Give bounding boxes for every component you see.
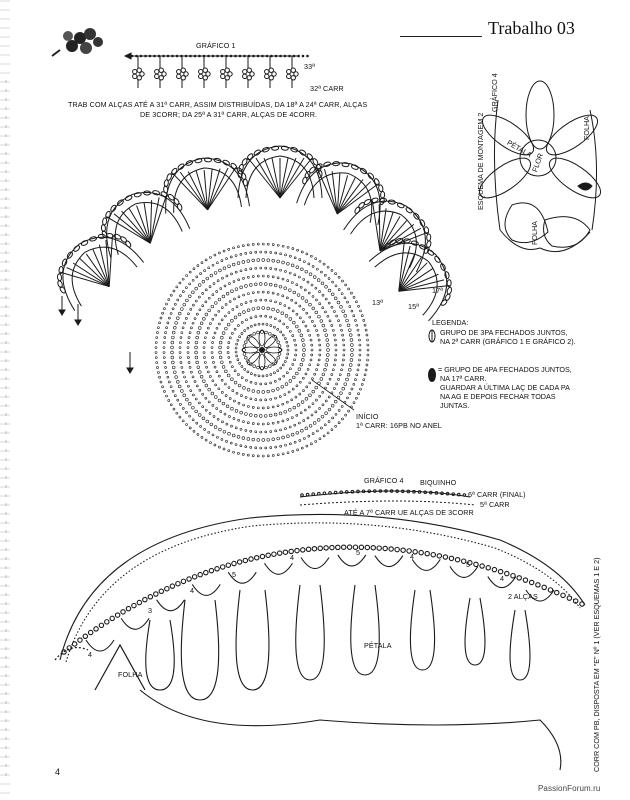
section-number: 3: [148, 606, 153, 615]
section-number: 5: [356, 548, 361, 557]
row-13-label: 13ª: [372, 298, 383, 307]
montage-scheme-label: ESQUEMA DE MONTAGEM 2: [476, 112, 485, 210]
section-number: 4: [190, 586, 195, 595]
grafico4-vertical-label: GRÁFICO 4: [490, 73, 499, 112]
grafico1-label: GRÁFICO 1: [196, 41, 236, 50]
side-note: CORR COM PB, DISPOSTA EM "E" Nº 1 (VER ESQUEMAS 1 E 2): [592, 557, 601, 772]
legend-item-1-line-2: NA 2ª CARR (GRÁFICO 1 E GRÁFICO 2).: [440, 337, 576, 346]
flower-assembly: [60, 514, 585, 770]
legend-item-2-line-2: NA 17ª CARR.: [440, 374, 487, 383]
start-note: 1ª CARR: 16PB NO ANEL: [356, 421, 442, 430]
doily-chart: [155, 243, 369, 457]
grafico4-rows: [300, 490, 475, 505]
flower-motif-icon: [52, 28, 103, 56]
legend-item-2-line-4: NA AG E DEPOIS FECHAR TODAS: [440, 392, 556, 401]
flower-label: FLOR: [530, 151, 546, 174]
section-number: 4: [410, 552, 415, 561]
row-33-label: 33ª: [304, 62, 315, 71]
grafico1-strip: [125, 53, 308, 88]
grafico1-note-2: DE 3CORR; DA 25ª A 31ª CARR, ALÇAS DE 4CORR.: [140, 110, 318, 119]
legend-symbol-4pa: [429, 369, 436, 382]
legend-item-2-line-3: GUARDAR A ÚLTIMA LAÇ DE CADA PA: [440, 383, 570, 392]
page-title: Trabalho 03: [488, 18, 575, 38]
section-number: 4: [88, 650, 93, 659]
page-number: 4: [55, 767, 61, 777]
section-number: 4: [500, 574, 505, 583]
section-number: 4: [290, 553, 295, 562]
two-loops-label: 2 ALÇAS: [508, 592, 538, 601]
row-17-label: 17ª: [432, 286, 443, 295]
grafico4-row5: 5ª CARR: [480, 500, 510, 509]
start-label: INÍCIO: [356, 412, 379, 421]
watermark: PassionForum.ru: [538, 784, 601, 793]
section-number: 5: [232, 570, 237, 579]
row-15-label: 15ª: [408, 302, 419, 311]
legend-symbol-3pa: [429, 330, 435, 342]
start-pointer: [312, 380, 354, 410]
grafico4-note: ATÉ A 7ª CARR UE ALÇAS DE 3CORR: [344, 508, 474, 517]
petal-bottom-label: PÉTALA: [364, 641, 392, 650]
leaf-label-1: FOLHA: [582, 116, 591, 140]
leaf-label-2: FOLHA: [530, 221, 539, 245]
direction-arrows: [59, 296, 133, 373]
legend-item-2-line-5: JUNTAS.: [440, 401, 470, 410]
section-number: 5: [466, 560, 471, 569]
leaf-shape: [55, 645, 145, 690]
row-32-label: 32ª CARR: [310, 84, 344, 93]
legend-item-2-line-1: = GRUPO DE 4PA FECHADOS JUNTOS,: [438, 365, 572, 374]
petal-label: PÉTALA: [505, 138, 534, 160]
legend-heading: LEGENDA:: [432, 318, 469, 327]
leaf-bottom-label: FOLHA: [118, 670, 143, 679]
grafico4-label: GRÁFICO 4: [364, 476, 404, 485]
legend-item-1-line-1: GRUPO DE 3PA FECHADOS JUNTOS,: [440, 328, 568, 337]
biquinho-label: BIQUINHO: [420, 478, 457, 487]
grafico4-row6: 6ª CARR (FINAL): [468, 490, 526, 499]
grafico1-note-1: TRAB COM ALÇAS ATÉ A 31ª CARR, ASSIM DISTRIBUÍDAS, DA 18ª A 24ª CARR, ALÇAS: [68, 100, 368, 109]
scallop-petals: [45, 146, 466, 321]
